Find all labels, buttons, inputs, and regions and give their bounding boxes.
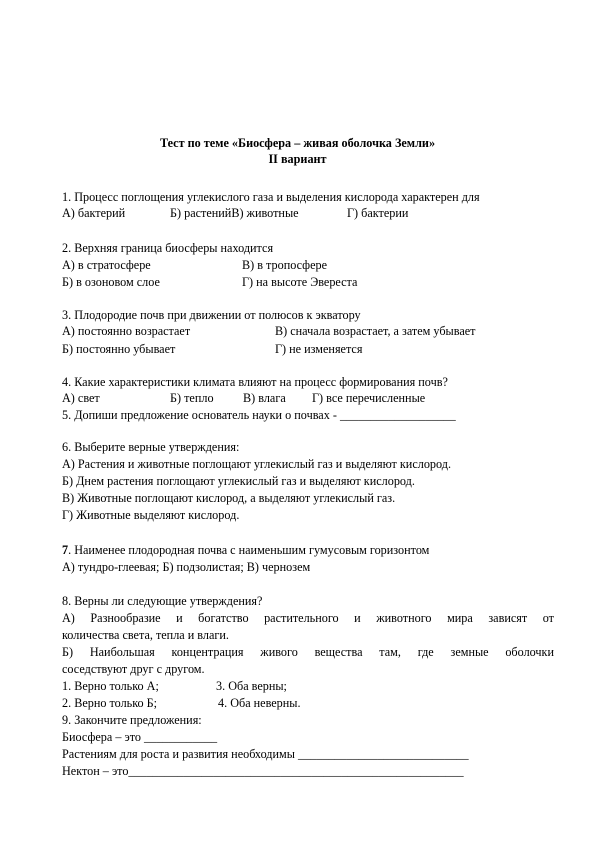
q3-option-b: Б) постоянно убывает <box>62 342 176 356</box>
q8-statement-a-line2: количества света, тепла и влаги. <box>62 628 229 642</box>
q9-sentence-1: Биосфера – это ____________ <box>62 730 218 744</box>
question-6: 6. Выберите верные утверждения: <box>62 440 240 454</box>
question-7 <box>62 543 429 558</box>
q8-answer-3: 3. Оба верны; <box>216 679 287 693</box>
q2-option-g: Г) на высоте Эвереста <box>242 275 358 289</box>
question-8: 8. Верны ли следующие утверждения? <box>62 594 263 608</box>
question-1: 1. Процесс поглощения углекислого газа и выделения кислорода характерен для <box>62 190 480 204</box>
q6-option-b: Б) Днем растения поглощают углекислый газ и выделяют кислород. <box>62 474 415 488</box>
q8-statement-a-line1: А) Разнообразие и богатство растительного и животного мира зависят от <box>62 611 554 625</box>
q7-options: А) тундро-глеевая; Б) подзолистая; В) чернозем <box>62 560 311 574</box>
q1-option-a: А) бактерий <box>62 206 126 220</box>
question-7-number: 7 <box>62 543 69 557</box>
question-7-text: . Наименее плодородная почва с наименьшим гумусовым горизонтом <box>68 543 430 557</box>
q4-option-b: Б) тепло <box>170 391 214 405</box>
q3-option-a: А) постоянно возрастает <box>62 324 191 338</box>
q4-option-v: В) влага <box>243 391 286 405</box>
q3-option-v: В) сначала возрастает, а затем убывает <box>275 324 476 338</box>
variant-label: II вариант <box>268 152 327 166</box>
q8-statement-b-line1: Б) Наибольшая концентрация живого вещества там, где земные оболочки <box>62 645 554 659</box>
q9-sentence-2: Растениям для роста и развития необходимы ____________________________ <box>62 747 469 761</box>
q2-option-b: Б) в озоновом слое <box>62 275 160 289</box>
q1-option-g: Г) бактерии <box>347 206 409 220</box>
q9-sentence-3: Нектон – это_______________________________________________________ <box>62 764 464 778</box>
q6-option-g: Г) Животные выделяют кислород. <box>62 508 240 522</box>
question-4: 4. Какие характеристики климата влияют на процесс формирования почв? <box>62 375 448 389</box>
q1-option-b: Б) растенийВ) животные <box>170 206 299 220</box>
q8-answer-2: 2. Верно только Б; <box>62 696 158 710</box>
q2-option-a: А) в стратосфере <box>62 258 151 272</box>
q8-statement-b-line2: соседствуют друг с другом. <box>62 662 205 676</box>
question-3: 3. Плодородие почв при движении от полюсов к экватору <box>62 308 361 322</box>
q2-option-v: В) в тропосфере <box>242 258 327 272</box>
q4-option-g: Г) все перечисленные <box>312 391 426 405</box>
question-9: 9. Закончите предложения: <box>62 713 202 727</box>
q6-option-v: В) Животные поглощают кислород, а выделяют углекислый газ. <box>62 491 396 505</box>
q8-answer-4: 4. Оба неверны. <box>218 696 301 710</box>
q3-option-g: Г) не изменяется <box>275 342 363 356</box>
question-2: 2. Верхняя граница биосферы находится <box>62 241 274 255</box>
question-5: 5. Допиши предложение основатель науки о почвах - ___________________ <box>62 408 456 422</box>
test-title: Тест по теме «Биосфера – живая оболочка Земли» <box>159 136 436 150</box>
q6-option-a: А) Растения и животные поглощают углекислый газ и выделяют кислород. <box>62 457 451 471</box>
q8-answer-1: 1. Верно только А; <box>62 679 159 693</box>
q4-option-a: А) свет <box>62 391 100 405</box>
